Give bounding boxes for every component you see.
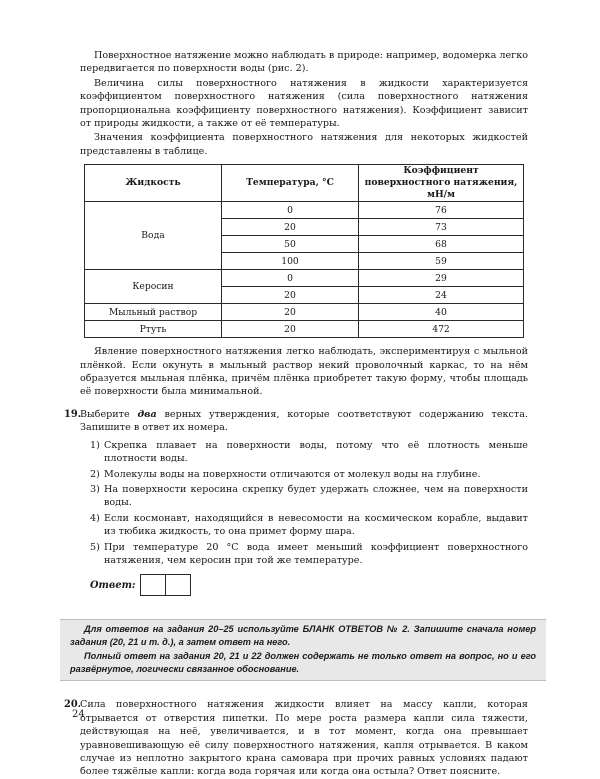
- surface-tension-table: [84, 164, 524, 338]
- cell-liquid: Керосин: [85, 270, 222, 304]
- cell-coefficient: 29: [359, 270, 524, 287]
- answer-options: [90, 439, 528, 568]
- option-number: 2): [90, 468, 100, 480]
- option-item: [90, 541, 528, 568]
- question-text: Сила поверхностного натяжения жидкости влияет на массу капли, которая отрывается от отверстия пипетки. По мере роста размера капли сила тяжести, действующая на неё, увеличивается, и в тот момент, когда она превышает уравновешивающую её силу поверхностного натяжения, капля отрывается. В каком случае из неплотно закрытого крана самовара при прочих равных условиях падают более тяжёлые капли: когда вода горячая или когда она остыла? Ответ поясните.: [80, 699, 528, 778]
- cell-temperature: 20: [222, 219, 359, 236]
- cell-coefficient: 40: [359, 304, 524, 321]
- option-item: [90, 483, 528, 510]
- question-number: 20.: [64, 699, 82, 711]
- option-text: На поверхности керосина скрепку будет удержать сложнее, чем на поверхности воды.: [104, 483, 528, 509]
- cell-liquid: Мыльный раствор: [85, 304, 222, 321]
- prompt-emphasis: два: [137, 408, 157, 420]
- cell-temperature: 100: [222, 253, 359, 270]
- cell-temperature: 20: [222, 287, 359, 304]
- option-text: Молекулы воды на поверхности отличаются от молекул воды на глубине.: [104, 468, 481, 480]
- instructions-line: Для ответов на задания 20–25 используйте БЛАНК ОТВЕТОВ № 2. Запишите сначала номер задания (20, 21 и т. д.), а затем ответ на него.: [70, 624, 536, 648]
- cell-coefficient: 24: [359, 287, 524, 304]
- paragraph-soap-film: Явление поверхностного натяжения легко наблюдать, экспериментируя с мыльной плёнкой. Если окунуть в мыльный раствор некий проволочный каркас, то на нём образуется мыльная плёнка, причём плёнка приобретет такую форму, чтобы площадь её поверхности была минимальной.: [80, 346, 528, 398]
- header-liquid: Жидкость: [85, 165, 222, 202]
- answer-label: Ответ:: [90, 579, 136, 591]
- option-text: Если космонавт, находящийся в невесомости на космическом корабле, выдавит из тюбика жидкость, то она примет форму шара.: [104, 512, 528, 538]
- question-prompt: [80, 408, 528, 435]
- option-number: 3): [90, 483, 100, 495]
- option-text: Скрепка плавает на поверхности воды, потому что её плотность меньше плотности воды.: [104, 439, 528, 465]
- prompt-text: верных утверждения, которые соответствуют содержанию текста. Запишите в ответ их номера.: [80, 408, 528, 434]
- question-body: [80, 408, 528, 596]
- table-row: [85, 202, 524, 219]
- question-19: [64, 408, 528, 596]
- prompt-text: Выберите: [80, 408, 138, 420]
- table-row: [85, 321, 524, 338]
- cell-coefficient: 59: [359, 253, 524, 270]
- option-text: При температуре 20 °С вода имеет меньший коэффициент поверхностного натяжения, чем керосин при той же температуре.: [104, 541, 528, 566]
- answer-cell-1[interactable]: [140, 574, 166, 596]
- answer-field: [90, 574, 528, 596]
- header-temperature: Температура, °С: [222, 165, 359, 202]
- option-number: 1): [90, 439, 100, 451]
- cell-temperature: 20: [222, 304, 359, 321]
- cell-liquid: Вода: [85, 202, 222, 270]
- cell-coefficient: 73: [359, 219, 524, 236]
- option-number: 5): [90, 541, 100, 553]
- cell-temperature: 0: [222, 202, 359, 219]
- option-item: [90, 468, 528, 481]
- cell-coefficient: 472: [359, 321, 524, 338]
- table-header-row: [85, 165, 524, 202]
- page-content: [64, 49, 536, 779]
- question-body: [80, 698, 528, 778]
- cell-temperature: 50: [222, 236, 359, 253]
- table-row: [85, 270, 524, 287]
- paragraph-coefficient: Величина силы поверхностного натяжения в жидкости характеризуется коэффициентом поверхностного натяжения (сила поверхностного натяжения пропорциональна коэффициенту поверхностного натяжения). Коэффициент зависит от природы жидкости, а также от её температуры.: [80, 77, 528, 130]
- cell-coefficient: 76: [359, 202, 524, 219]
- instructions-box: [60, 619, 546, 681]
- cell-liquid: Ртуть: [85, 321, 222, 338]
- option-number: 4): [90, 512, 100, 524]
- cell-coefficient: 68: [359, 236, 524, 253]
- option-item: [90, 439, 528, 466]
- paragraph-table-intro: Значения коэффициента поверхностного натяжения для некоторых жидкостей представлены в таблице.: [80, 132, 528, 157]
- answer-cell-2[interactable]: [166, 574, 191, 596]
- header-coefficient: Коэффициент поверхностного натяжения, мН/м: [359, 165, 524, 202]
- option-item: [90, 512, 528, 539]
- cell-temperature: 0: [222, 270, 359, 287]
- paragraph-water-strider: Поверхностное натяжение можно наблюдать в природе: например, водомерка легко передвигается по поверхности воды (рис. 2).: [80, 50, 528, 75]
- page-number: 24: [72, 709, 85, 720]
- table-row: [85, 304, 524, 321]
- instructions-line: Полный ответ на задания 20, 21 и 22 должен содержать не только ответ на вопрос, но и его развёрнутое, логически связанное обоснование.: [70, 651, 536, 675]
- cell-temperature: 20: [222, 321, 359, 338]
- question-number: 19.: [64, 408, 82, 420]
